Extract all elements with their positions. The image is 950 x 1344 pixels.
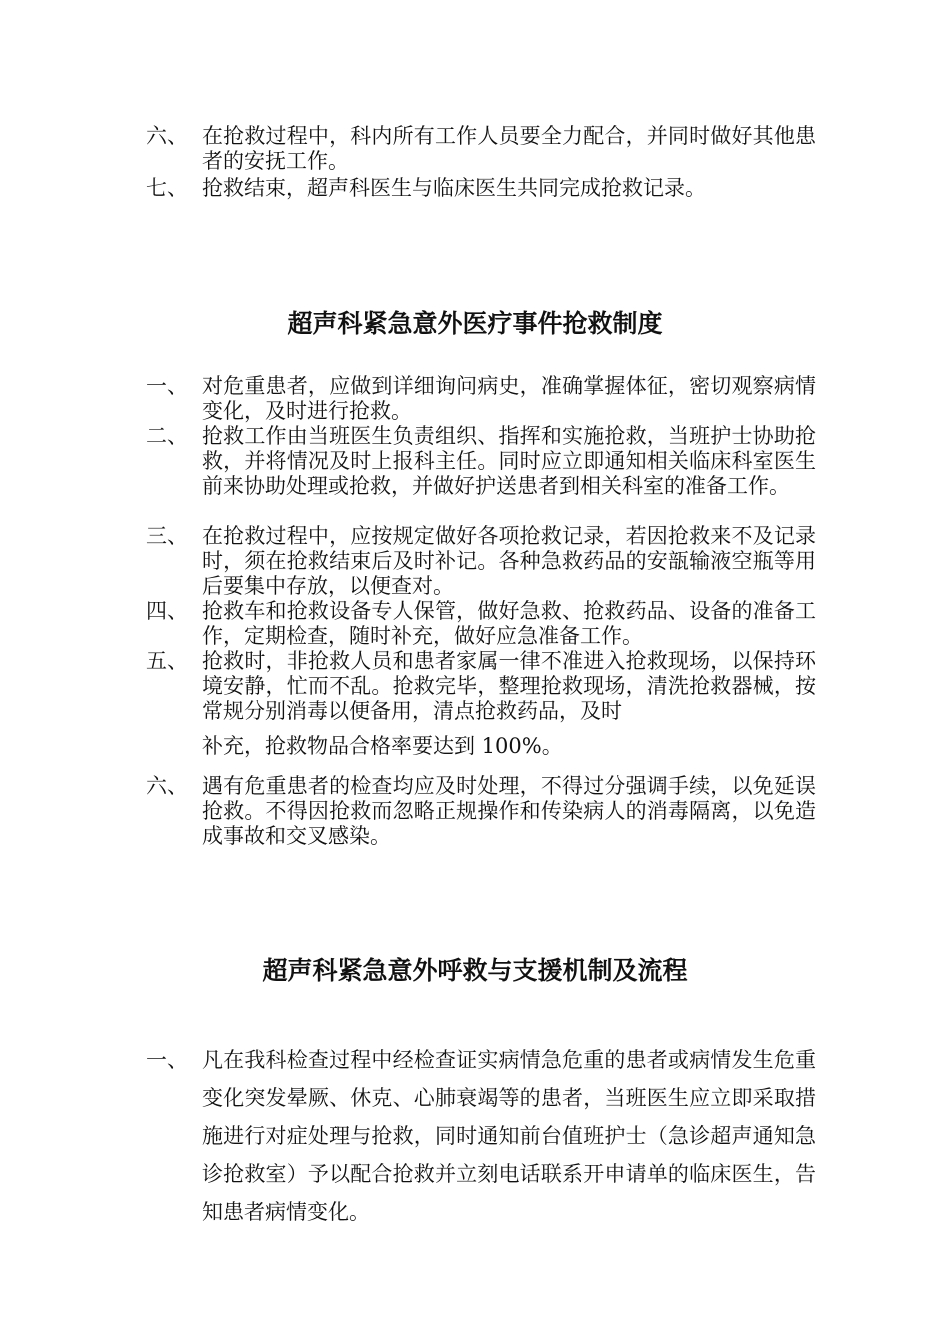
list-number: 一、: [146, 374, 188, 398]
list-number: 六、: [146, 124, 188, 148]
list-text: 遇有危重患者的检查均应及时处理，不得过分强调手续，以免延误抢救。不得因抢救而忽略正规操作和传染病人的消毒隔离，以免造成事故和交叉感染。: [202, 774, 816, 848]
list-item-continuation: [146, 734, 816, 759]
list-text: 补充，抢救物品合格率要达到 100%。: [202, 734, 563, 758]
list-item: [146, 424, 816, 499]
list-item: [146, 599, 816, 649]
list-item: [146, 176, 816, 201]
section-title: 超声科紧急意外呼救与支援机制及流程: [262, 956, 688, 985]
list-item: [146, 774, 816, 849]
list-item: [146, 124, 816, 174]
list-text: 抢救车和抢救设备专人保管，做好急救、抢救药品、设备的准备工作，定期检查，随时补充，做好应急准备工作。: [202, 599, 816, 648]
section-title: 超声科紧急意外医疗事件抢救制度: [287, 309, 663, 338]
list-number: 六、: [146, 774, 188, 798]
list-number: 七、: [146, 176, 188, 200]
list-number: 一、: [146, 1048, 188, 1072]
list-text: 在抢救过程中，应按规定做好各项抢救记录，若因抢救来不及记录时，须在抢救结束后及时补记。各种急救药品的安瓿输液空瓶等用后要集中存放，以便查对。: [202, 524, 816, 598]
list-number: 三、: [146, 524, 188, 548]
list-text: 对危重患者，应做到详细询问病史，准确掌握体征，密切观察病情变化，及时进行抢救。: [202, 374, 816, 423]
list-item: [146, 1041, 816, 1231]
list-number: 五、: [146, 649, 188, 673]
list-text: 抢救时，非抢救人员和患者家属一律不准进入抢救现场，以保持环境安静，忙而不乱。抢救完毕，整理抢救现场，清洗抢救器械，按常规分别消毒以便备用，清点抢救药品，及时: [202, 649, 816, 723]
list-item: [146, 524, 816, 599]
list-text: 抢救工作由当班医生负责组织、指挥和实施抢救，当班护士协助抢救，并将情况及时上报科主任。同时应立即通知相关临床科室医生前来协助处理或抢救，并做好护送患者到相关科室的准备工作。: [202, 424, 816, 498]
list-text: 抢救结束，超声科医生与临床医生共同完成抢救记录。: [202, 176, 706, 200]
list-item: [146, 374, 816, 424]
list-text: 凡在我科检查过程中经检查证实病情急危重的患者或病情发生危重变化突发晕厥、休克、心肺衰竭等的患者，当班医生应立即采取措施进行对症处理与抢救，同时通知前台值班护士（急诊超声通知急诊抢救室）予以配合抢救并立刻电话联系开申请单的临床医生，告知患者病情变化。: [202, 1048, 816, 1224]
list-item: [146, 649, 816, 724]
list-number: 四、: [146, 599, 188, 623]
list-text: 在抢救过程中，科内所有工作人员要全力配合，并同时做好其他患者的安抚工作。: [202, 124, 816, 173]
list-number: 二、: [146, 424, 188, 448]
